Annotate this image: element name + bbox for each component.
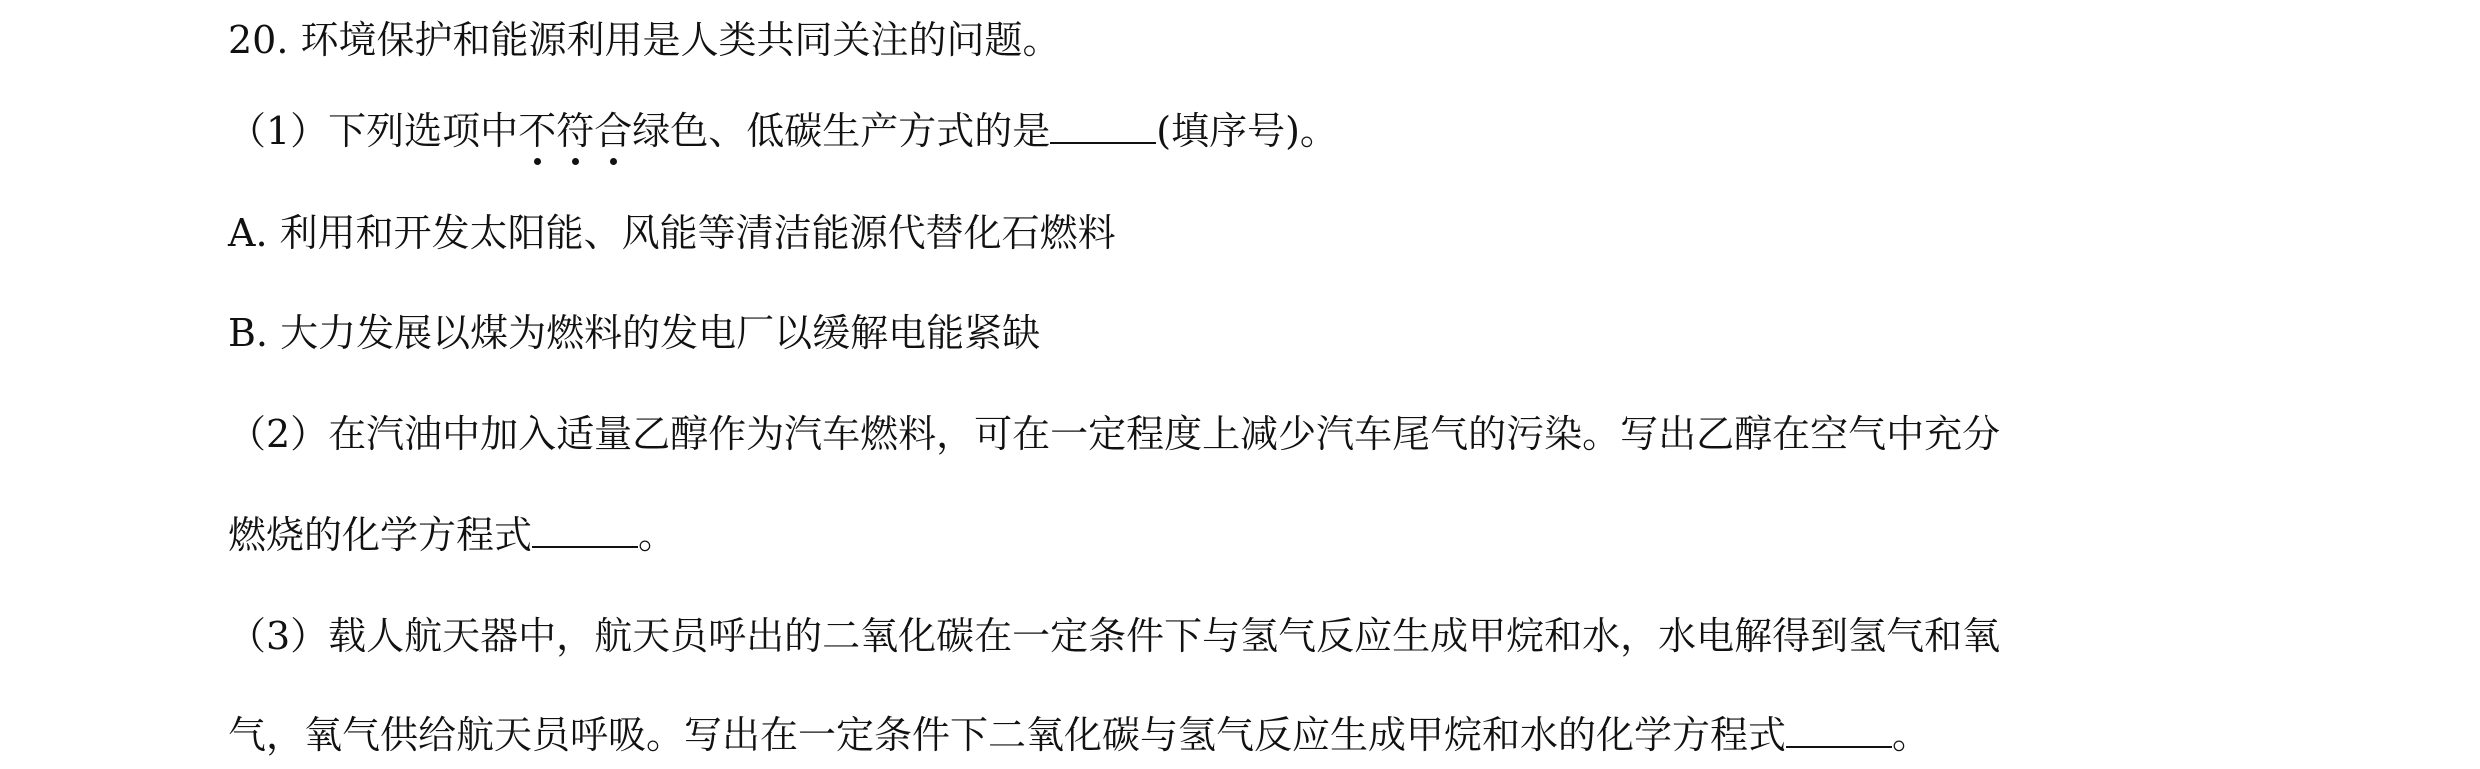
answer-blank-2[interactable]: [532, 512, 638, 548]
part3-end: 。: [1892, 713, 1931, 757]
option-b-label: B.: [228, 311, 269, 355]
question-title: 环境保护和能源利用是人类共同关注的问题。: [300, 18, 1061, 62]
part2-line2: [228, 509, 676, 561]
part3-line2: [228, 709, 1930, 761]
answer-blank-1[interactable]: [1050, 108, 1156, 144]
part3-text-line2: 气，氧气供给航天员呼吸。写出在一定条件下二氧化碳与氢气反应生成甲烷和水的化学方程式: [228, 713, 1787, 757]
option-b-text: 大力发展以煤为燃料的发电厂以缓解电能紧缺: [280, 311, 1041, 355]
emphasis-char-2: 符: [556, 105, 594, 157]
emphasis-char-3: 合: [594, 105, 632, 157]
part1-middle: 绿色、低碳生产方式的是: [632, 109, 1051, 153]
part2-text-line2: 燃烧的化学方程式: [228, 513, 533, 557]
option-a-label: A.: [228, 211, 268, 255]
option-a: [228, 207, 1116, 259]
option-a-text: 利用和开发太阳能、风能等清洁能源代替化石燃料: [279, 211, 1116, 255]
answer-blank-3[interactable]: [1786, 712, 1892, 748]
part1-suffix: (填序号)。: [1156, 109, 1338, 153]
part3-text-line1: （3）载人航天器中，航天员呼出的二氧化碳在一定条件下与氢气反应生成甲烷和水，水电解得到氢气和氧: [228, 614, 2001, 658]
part2-line1: [228, 408, 2000, 460]
question-number: 20.: [228, 18, 289, 62]
emphasis-char-1: 不: [518, 105, 556, 157]
question-title-line: [228, 14, 1061, 66]
part1-prefix: （1）下列选项中: [228, 109, 519, 153]
option-b: [228, 307, 1040, 359]
part2-end: 。: [638, 513, 677, 557]
part2-text-line1: （2）在汽油中加入适量乙醇作为汽车燃料，可在一定程度上减少汽车尾气的污染。写出乙醇在空气中充分: [228, 412, 2001, 456]
part1-line: [228, 105, 1338, 157]
part3-line1: [228, 610, 2000, 662]
